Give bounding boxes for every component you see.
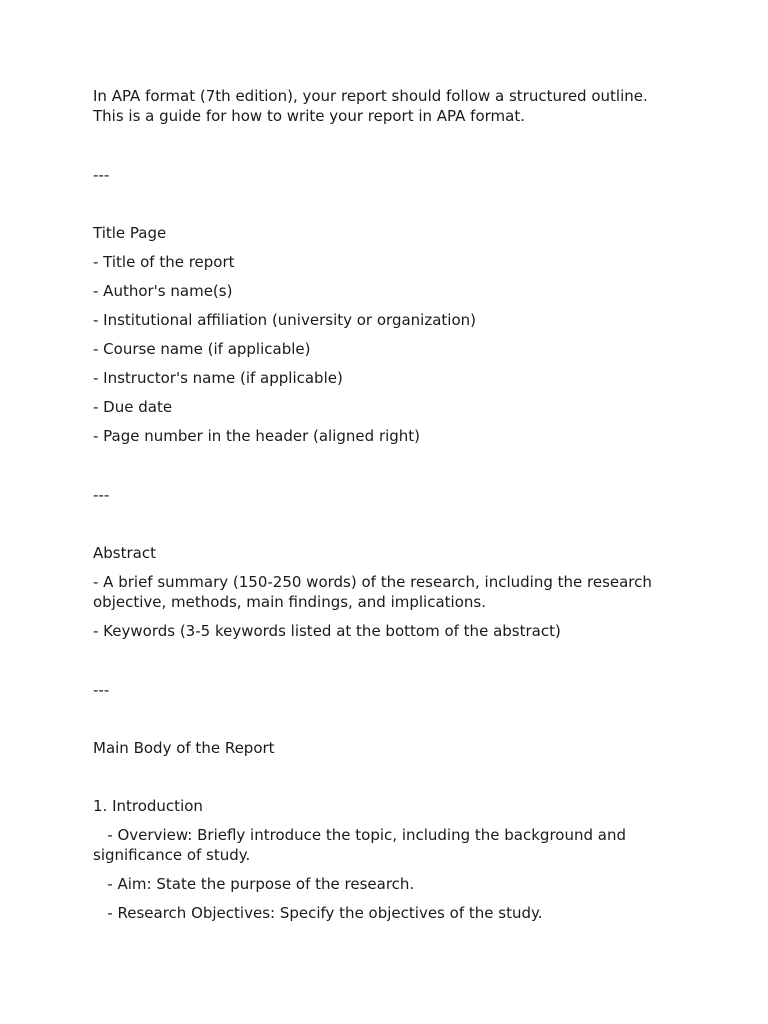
title-page-heading: Title Page [93,224,167,242]
list-item: - Page number in the header (aligned right) [93,427,421,445]
list-item: - Institutional affiliation (university or organization) [93,311,476,329]
separator: --- [93,681,110,699]
list-item: - Title of the report [93,253,235,271]
separator: --- [93,486,110,504]
list-item: - Author's name(s) [93,282,233,300]
main-body-heading: Main Body of the Report [93,739,275,757]
list-item: - Due date [93,398,173,416]
intro-line-2: This is a guide for how to write your report in APA format. [93,107,525,125]
list-item: - Aim: State the purpose of the research. [93,875,415,893]
list-item: - Course name (if applicable) [93,340,311,358]
list-item: - A brief summary (150-250 words) of the research, including the research objective, methods, main findings, and implications. [93,573,657,611]
list-item: - Instructor's name (if applicable) [93,369,343,387]
separator: --- [93,166,110,184]
list-item: - Research Objectives: Specify the objectives of the study. [93,904,543,922]
list-item: - Keywords (3-5 keywords listed at the bottom of the abstract) [93,622,561,640]
list-item: - Overview: Briefly introduce the topic, including the background and significance of study. [93,826,631,864]
intro-line-1: In APA format (7th edition), your report should follow a structured outline. [93,87,648,105]
introduction-heading: 1. Introduction [93,797,203,815]
document-page [93,86,693,923]
abstract-heading: Abstract [93,544,156,562]
